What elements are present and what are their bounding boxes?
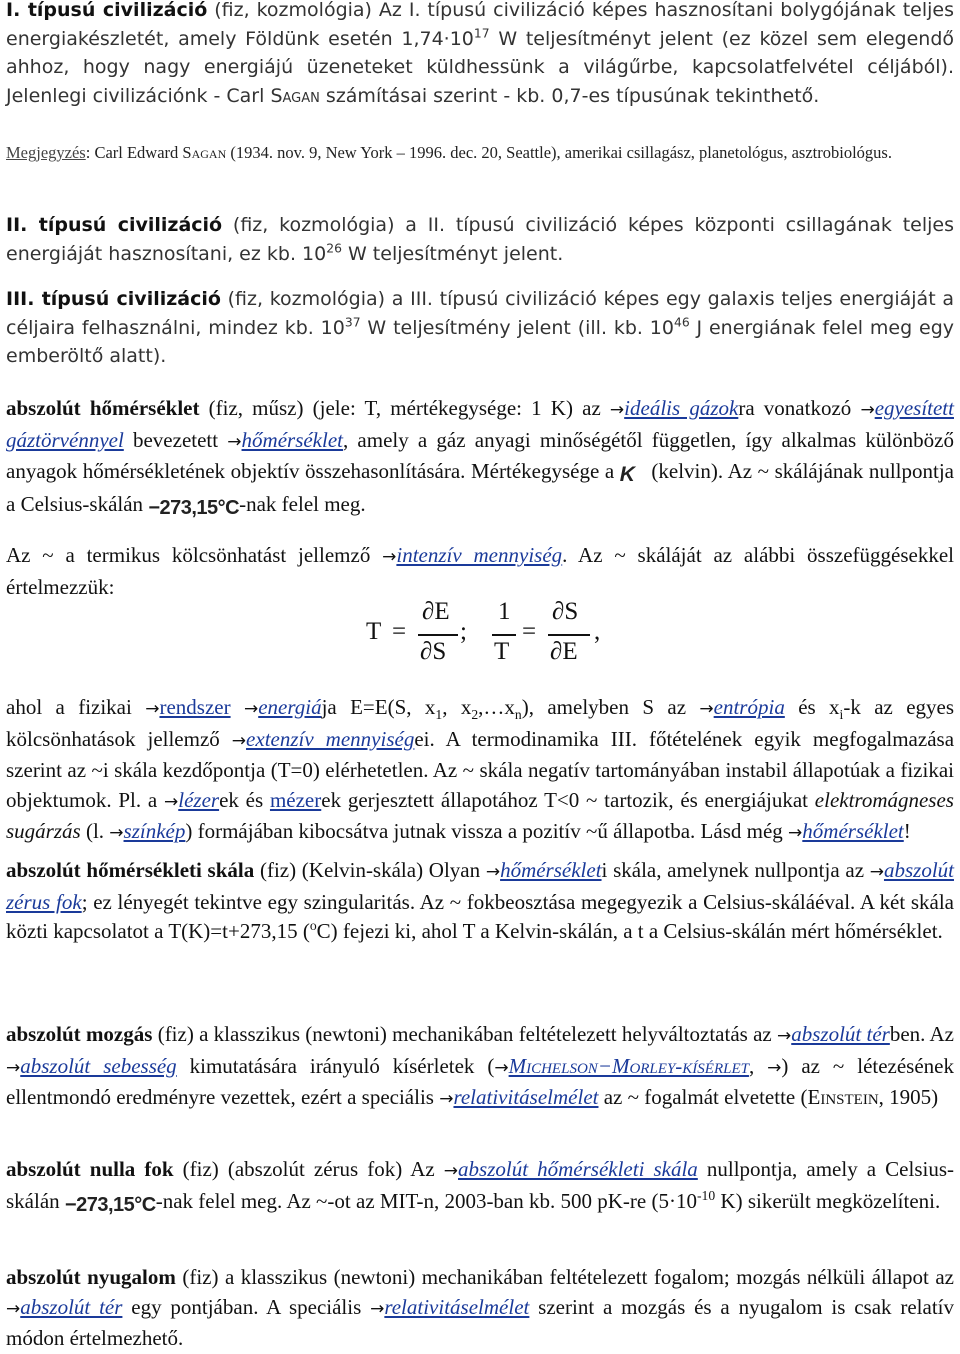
link-absolute-temperature-scale[interactable]: abszolút hőmérsékleti skála	[458, 1157, 698, 1181]
entry-absolute-temperature-cont: Az ~ a termikus kölcsönhatást jellemző →intenzív mennyiség. Az ~ skáláját az alábbi összefüggésekkel értelmezzük:	[6, 543, 954, 599]
link-arrow-icon: →	[109, 823, 124, 843]
temperature-formula: T = ∂E ∂S ; 1 T = ∂S ∂E ,	[366, 598, 601, 665]
link-absolute-space[interactable]: abszolút tér	[791, 1022, 890, 1046]
link-maser[interactable]: mézer	[269, 787, 322, 812]
kelvin-symbol-image: K	[619, 463, 635, 486]
entry-term: abszolút mozgás	[6, 1022, 153, 1046]
link-arrow-icon: →	[439, 1089, 454, 1109]
link-ideal-gases[interactable]: ideális gázok	[624, 396, 739, 420]
minus-273-celsius-image: −273,15°C	[64, 1193, 156, 1216]
link-absolute-zero-degree[interactable]: abszolút zérus fok	[6, 858, 954, 914]
entry-term: abszolút hőmérséklet	[6, 396, 200, 420]
entry-type-1-civilization: I. típusú civilizáció (fiz, kozmológia) Az I. típusú civilizáció képes hasznosítani bolygójának teljes energiakészletét, amely Földünk esetén $1,74\cdot 10^{17}$ W teljesítményt jelent (ez közel sem elegendő ahhoz, hogy nagy energiájú üzeneteket küldhessünk a világűrbe, kapcsolatfelvétel céljából). Jelenlegi civilizációnk - Carl Sagan számításai szerint - kb. 0,7-es típusúnak tekinthető.	[6, 0, 954, 107]
entry-term: I. típusú civilizáció	[6, 0, 208, 21]
entry-term: II. típusú civilizáció	[6, 214, 223, 236]
link-combined-gas-law[interactable]: egyesített gáztörvénnyel	[6, 396, 954, 452]
link-intensive-quantity[interactable]: intenzív mennyiség	[396, 543, 563, 567]
link-arrow-icon: →	[485, 862, 501, 882]
entry-absolute-temperature-explanation: ahol a fizikai →rendszer →energiája E=E(S, $x_1$, $x_2,\dots x_n$), amelyben S az →entrópia és $x_i-k$ az egyes kölcsönhatások jellemző →extenzív mennyiségei. A termodinamika III. főtételének egyik megfogalmazása szerint az ~i skála kezdőpontja (T=0) elérhetetlen. Az ~ skála negatív tartományában instabil állapotúak a fizikai objektumok. Pl. a →lézerek és mézerek gerjesztett állapotához T<0 ~ tartozik, és energiájukat elektromágneses sugárzás (l. →színkép) formájában kibocsátva jutnak vissza a pozitív ~ű állapotba. Lásd még →hőmérséklet!	[6, 695, 955, 843]
link-arrow-icon: →	[699, 699, 714, 719]
entry-type-2-civilization: II. típusú civilizáció (fiz, kozmológia) a II. típusú civilizáció képes központi csillagának teljes energiáját hasznosítani, ez kb. $10^{26}$ W teljesítményt jelent.	[6, 214, 954, 265]
entry-absolute-temperature-scale: abszolút hőmérsékleti skála (fiz) (Kelvin-skála) Olyan →hőmérsékleti skála, amelynek nullpontja az →abszolút zérus fok; ez lényegét tekintve egy szingularitás. Az ~ fokbeosztása megegyezik a Celsius-skáláéval. A két skála közti kapcsolatot a T(K)=t+273,15 ($^o$C) fejezi ki, ahol T a Kelvin-skálán, a t a Celsius-skálán mért hőmérséklet.	[6, 858, 954, 943]
link-arrow-icon: →	[370, 1298, 385, 1319]
link-absolute-space-2[interactable]: abszolút tér	[20, 1294, 123, 1319]
fraction-bar	[492, 634, 516, 636]
note-sagan: Megjegyzés: Carl Edward Sagan (1934. nov. 9, New York – 1996. dec. 20, Seattle), amerikai csillagász, planetológus, asztrobiológus.	[6, 143, 892, 162]
entry-term: III. típusú civilizáció	[6, 288, 221, 310]
link-temperature-3[interactable]: hőmérséklet	[500, 858, 602, 882]
entry-absolute-motion: abszolút mozgás (fiz) a klasszikus (newtoni) mechanikában feltételezett helyváltoztatás az →abszolút térben. Az →abszolút sebesség kimutatására irányuló kísérletek (→Michelson−Morley-kísérlet, →) az ~ létezésének ellentmondó eredményre vezettek, ezért a speciális →relativitáselmélet az ~ fogalmát elvetette (Einstein, 1905)	[6, 1022, 955, 1109]
link-arrow-icon: →	[767, 1057, 782, 1078]
link-arrow-icon: →	[227, 431, 242, 452]
link-arrow-icon: →	[145, 699, 160, 719]
link-michelson-morley[interactable]: Michelson−Morley-kísérlet	[508, 1053, 749, 1078]
link-arrow-icon: →	[6, 1057, 21, 1078]
entry-term: abszolút nulla fok	[6, 1157, 174, 1181]
link-arrow-icon: →	[494, 1057, 509, 1078]
link-laser[interactable]: lézer	[178, 787, 220, 812]
link-relativity[interactable]: relativitáselmélet	[453, 1085, 599, 1109]
minus-273-celsius-image: −273,15°C	[148, 496, 240, 519]
link-temperature-2[interactable]: hőmérséklet	[802, 819, 904, 843]
link-arrow-icon: →	[6, 1298, 21, 1319]
link-arrow-icon: →	[443, 1161, 459, 1181]
link-arrow-icon: →	[860, 400, 875, 420]
link-arrow-icon: →	[164, 791, 179, 812]
link-arrow-icon: →	[788, 823, 803, 843]
link-arrow-icon: →	[776, 1026, 792, 1046]
fraction-bar	[418, 634, 458, 636]
entry-term: abszolút nyugalom	[6, 1265, 176, 1289]
link-entropy[interactable]: entrópia	[713, 695, 785, 719]
link-arrow-icon: →	[243, 699, 259, 719]
link-arrow-icon: →	[231, 730, 247, 751]
entry-term: abszolút hőmérsékleti skála	[6, 858, 255, 882]
link-temperature[interactable]: hőmérséklet	[241, 427, 343, 452]
link-system[interactable]: rendszer	[159, 695, 231, 719]
link-absolute-velocity[interactable]: abszolút sebesség	[20, 1053, 177, 1078]
entry-type-3-civilization: III. típusú civilizáció (fiz, kozmológia) a III. típusú civilizáció képes egy galaxis teljes energiáját a céljaira felhasználni, mindez kb. $10^{37}$ W teljesítmény jelent (ill. kb. $10^{46}$ J energiának felel meg egy emberöltő alatt).	[6, 288, 954, 367]
link-arrow-icon: →	[382, 547, 397, 567]
link-relativity-2[interactable]: relativitáselmélet	[384, 1294, 530, 1319]
entry-absolute-temperature: abszolút hőmérséklet (fiz, műsz) (jele: T, mértékegysége: 1 K) az →ideális gázokra vonatkozó →egyesített gáztörvénnyel bevezetett →hőmérséklet, amely a gáz anyagi minőségétől független, így alkalmas különböző anyagok hőmérsékletének objektív összehasonlítására. Mértékegysége a K (kelvin). Az ~ skálájának nullpontja a Celsius-skálán −273,15°C-nak felel meg.	[6, 394, 954, 523]
fraction-bar	[548, 634, 590, 636]
link-extensive-quantity[interactable]: extenzív mennyiség	[246, 726, 415, 751]
link-arrow-icon: →	[609, 400, 625, 420]
entry-absolute-rest: abszolút nyugalom (fiz) a klasszikus (newtoni) mechanikában feltételezett fogalom; mozgás nélküli állapot az →abszolút tér egy pontjában. A speciális →relativitáselmélet szerint a mozgás és a nyugalom is csak relatív módon értelmezhető.	[6, 1265, 954, 1350]
link-arrow-icon: →	[869, 862, 884, 882]
entry-absolute-zero: abszolút nulla fok (fiz) (abszolút zérus fok) Az →abszolút hőmérsékleti skála nullpontja, amely a Celsius-skálán −273,15°C-nak felel meg. Az ~-ot az MIT-n, 2003-ban kb. 500 pK-re ($5\cdot 10^{-10}$ K) sikerült megközelíteni.	[6, 1155, 954, 1220]
note-label: Megjegyzés	[6, 143, 86, 162]
link-energy[interactable]: energiá	[258, 695, 322, 719]
link-spectrum[interactable]: színkép	[123, 819, 186, 843]
